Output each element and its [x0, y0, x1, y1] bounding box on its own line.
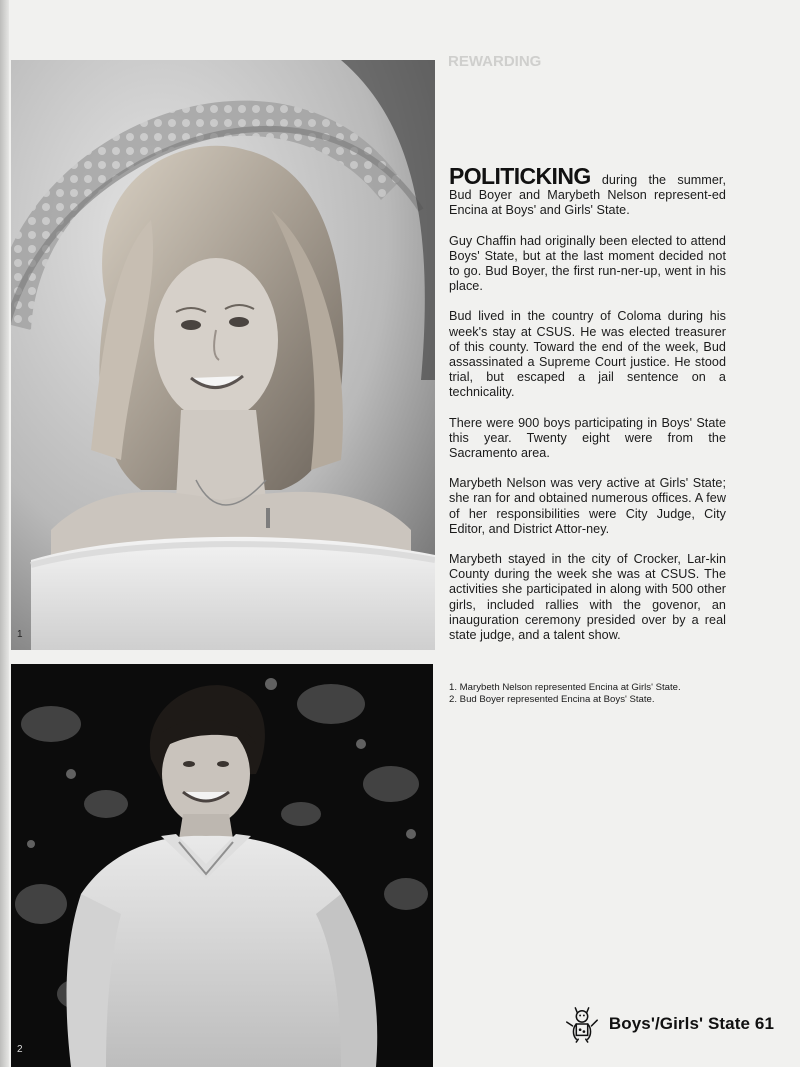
- photo-captions: [449, 682, 739, 706]
- paragraph: Guy Chaffin had originally been elected to attend Boys' State, but at the last moment decided not to go. Bud Boyer, the first run-ner-up, went in his place.: [449, 233, 726, 294]
- article: [449, 163, 726, 658]
- bleed-through-heading: REWARDING: [448, 55, 542, 70]
- photo-bud-boyer: [11, 664, 433, 1067]
- mascot-icon: [563, 1005, 601, 1043]
- portrait-girl-illustration: [11, 60, 435, 650]
- binding-edge: [0, 0, 9, 1067]
- paragraph: Marybeth Nelson was very active at Girls' State; she ran for and obtained numerous offices. A few of her responsibilities were City Judge, City Editor, and District Attor-ney.: [449, 476, 726, 536]
- portrait-boy-illustration: [11, 664, 433, 1067]
- page-number: 61: [754, 1014, 774, 1033]
- photo-number: 1: [17, 629, 23, 640]
- photo-number: 2: [17, 1044, 23, 1055]
- section-title: Boys'/Girls' State: [608, 1014, 751, 1033]
- headline: POLITICKING: [449, 163, 591, 189]
- photo-marybeth-nelson: [11, 60, 435, 650]
- footer-label: [609, 1014, 774, 1034]
- paragraph: Bud lived in the country of Coloma during his week's stay at CSUS. He was elected treasurer of this county. Toward the end of the week, Bud assassinated a Supreme Court justice. He stood trial, but escaped a jail sentence on a technicality.: [449, 309, 726, 400]
- paragraph: There were 900 boys participating in Boys' State this year. Twenty eight were from the Sacramento area.: [449, 415, 726, 461]
- lead-paragraph: [449, 163, 726, 219]
- bleed-through-text: [448, 55, 738, 165]
- page-footer: [563, 1005, 774, 1043]
- caption-2: 2. Bud Boyer represented Encina at Boys' State.: [449, 694, 655, 705]
- lead-text: during the summer, Bud Boyer and Marybeth Nelson represent-ed Encina at Boys' and Girls' State.: [449, 173, 726, 218]
- paragraph: Marybeth stayed in the city of Crocker, Lar-kin County during the week she was at CSUS. The activities she participated in along with 500 other girls, included rallies with the govenor, an inauguration ceremony presided over by a real state judge, and a talent show.: [449, 552, 726, 643]
- caption-1: 1. Marybeth Nelson represented Encina at Girls' State.: [449, 682, 681, 693]
